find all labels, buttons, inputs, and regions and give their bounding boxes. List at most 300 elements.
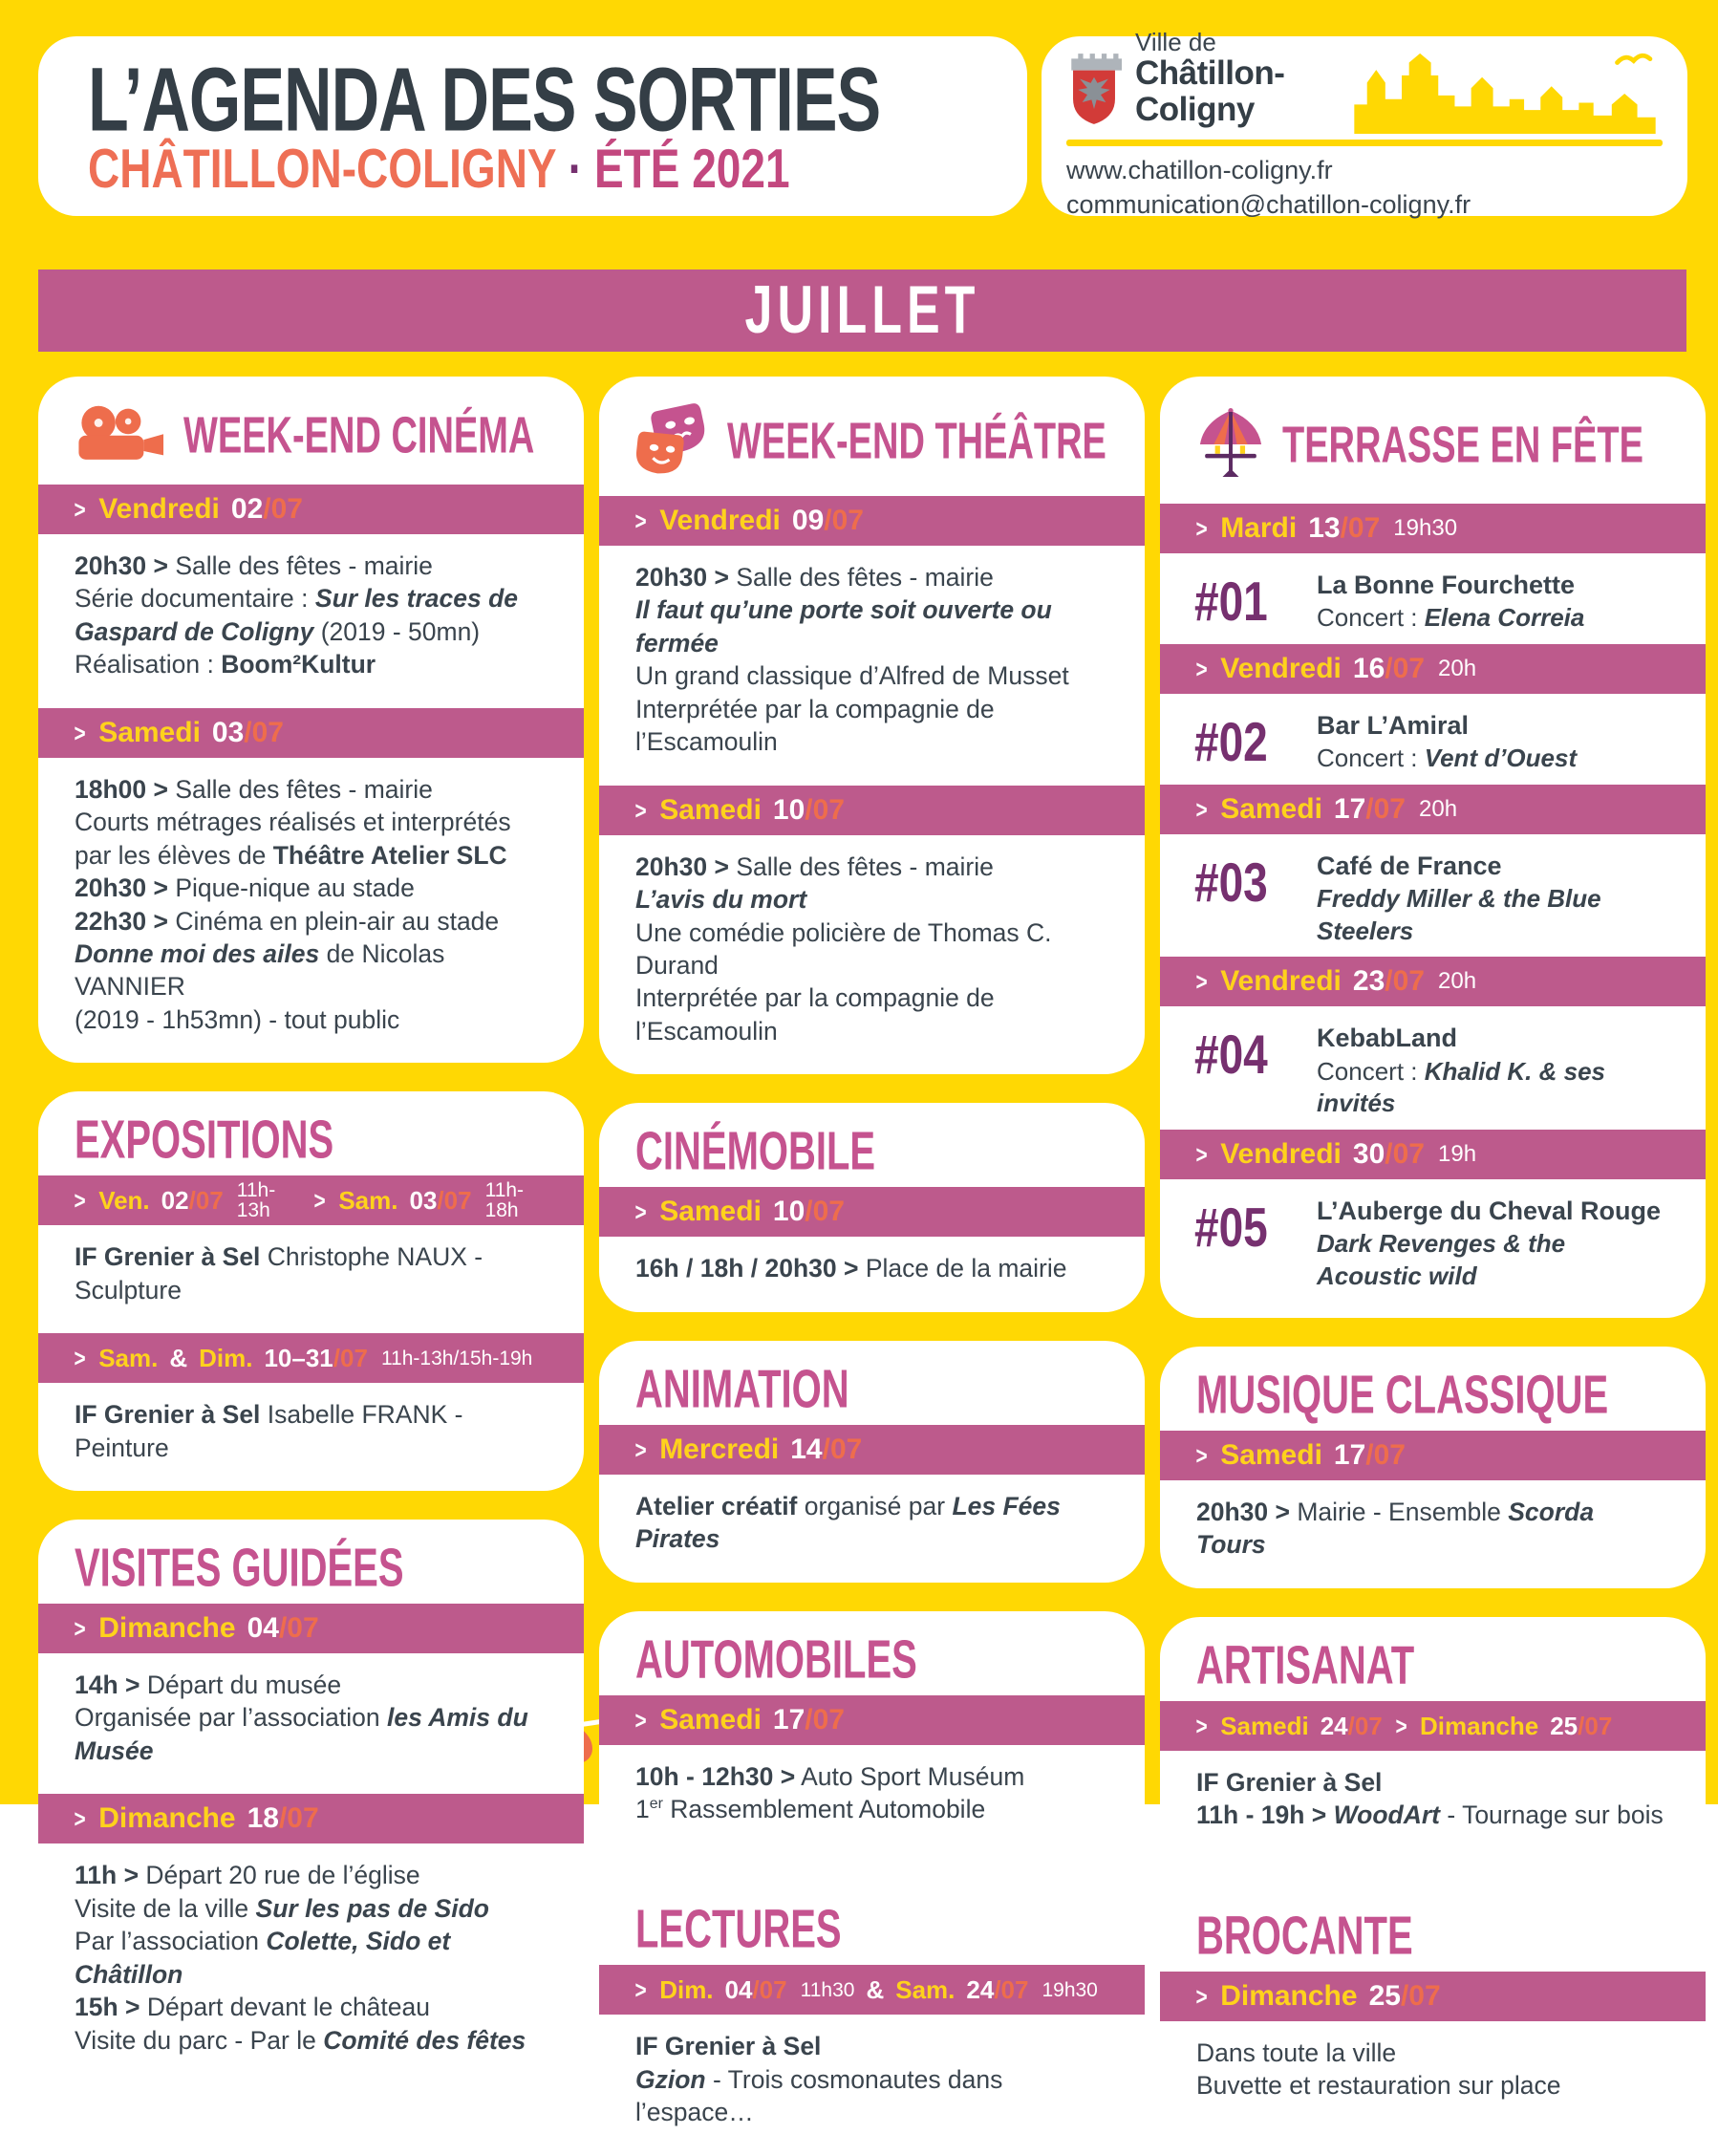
card-header (599, 1341, 1145, 1425)
bar-daynum: 16 (1352, 652, 1385, 684)
chevron-icon: > (74, 1804, 86, 1834)
bar-month: /07 (1340, 512, 1381, 544)
card-weekend-cinema (38, 377, 584, 1063)
bar-month: /07 (1578, 1711, 1613, 1740)
bar-day: Dimanche (1220, 1979, 1358, 2012)
artist-name: Dark Revenges & the Acoustic wild (1317, 1229, 1566, 1291)
event-line (635, 916, 1108, 982)
entry-number: #03 (1194, 851, 1268, 914)
text-seg: Interprétée par la compagnie de l’Escamoulin (635, 983, 995, 1046)
text-seg: Visite de la ville (75, 1893, 256, 1923)
text-seg: 1 (635, 1795, 650, 1823)
card-header (599, 377, 1145, 496)
date-bar (599, 1187, 1145, 1237)
email-address: communication@chatillon-coligny.fr (1066, 189, 1471, 219)
card-title: ARTISANAT (1196, 1635, 1415, 1695)
bar-month: /07 (1400, 1979, 1441, 2012)
bar-time: 11h-18h (484, 1179, 525, 1222)
artist-name: WoodArt (1333, 1800, 1440, 1830)
event-line (635, 1252, 1108, 1284)
bar-day: Samedi (659, 1196, 762, 1228)
logo-row (1066, 28, 1663, 134)
event-line (635, 693, 1108, 759)
bar-time: 19h (1438, 1141, 1477, 1168)
bar-month: /07 (278, 1612, 319, 1644)
card-header (1160, 1617, 1706, 1701)
event-line (75, 1892, 548, 1925)
concert-entry (1160, 1179, 1706, 1318)
bar-day: Ven. (98, 1186, 150, 1216)
bar-time: 20h (1419, 795, 1458, 822)
text-seg: Cinéma en plein-air au stade (167, 906, 500, 936)
card-header (38, 377, 584, 485)
concert-entry (1160, 834, 1706, 958)
bar-daynum: 23 (1352, 965, 1385, 998)
chevron-icon: > (74, 495, 86, 524)
card-header (1160, 1347, 1706, 1431)
coat-of-arms-icon (1066, 49, 1122, 134)
event-details (1160, 2021, 1706, 2129)
event-line (75, 1991, 548, 2023)
bar-day: Sam. (338, 1186, 398, 1216)
text-seg: - Trois cosmonautes dans l’espace… (635, 2064, 1003, 2127)
chevron-icon: > (634, 1434, 647, 1464)
chevron-icon: > (634, 1197, 647, 1227)
text-seg: Place de la mairie (858, 1254, 1067, 1283)
time: 22h30 > (75, 906, 168, 936)
card-header (1160, 1887, 1706, 1972)
text-seg: Un grand classique d’Alfred de Musset (635, 661, 1069, 691)
venue: IF Grenier à Sel (1196, 1767, 1383, 1797)
entry-number: #05 (1194, 1196, 1268, 1259)
bar-month: /07 (805, 1196, 845, 1228)
film-projector-icon (75, 403, 166, 471)
bar-day: Vendredi (1220, 652, 1342, 684)
time: 15h > (75, 1993, 140, 2022)
text-seg: Donne moi des ailes (75, 938, 320, 968)
event-line (1196, 1799, 1669, 1831)
artist-name: Freddy Miller & the Blue Steelers (1317, 883, 1601, 945)
bar-time: 11h-13h/15h-19h (380, 1347, 533, 1369)
town-skyline-icon (1347, 52, 1663, 134)
date-bar (1160, 785, 1706, 834)
bar-day: Mardi (1220, 512, 1298, 544)
event-line (75, 1669, 548, 1701)
bar-month: /07 (437, 1186, 472, 1216)
bar-time: 19h30 (1393, 515, 1458, 541)
text-seg: Rassemblement Automobile (662, 1795, 986, 1823)
card-header (599, 1611, 1145, 1695)
time: 20h30 > (75, 551, 168, 580)
event-details (599, 546, 1145, 786)
text-seg: Comité des fêtes (323, 2025, 526, 2055)
bar-day: Vendredi (98, 493, 220, 525)
bar-daynum: 25 (1368, 1979, 1401, 2012)
poster-title-row (88, 49, 1000, 150)
chevron-icon: > (1195, 1981, 1208, 2011)
play-title: Il faut qu’une porte soit ouverte ou fermée (635, 595, 1052, 658)
play-title: L’avis du mort (635, 885, 807, 915)
card-cinemobile (599, 1103, 1145, 1311)
event-details (38, 534, 584, 708)
event-line (75, 839, 548, 872)
text-seg: Pique-nique au stade (167, 873, 415, 903)
bar-day: Samedi (1220, 1711, 1309, 1740)
text-seg: Départ devant le château (140, 1993, 430, 2022)
event-details (599, 1745, 1145, 1853)
bar-daynum: 24 (1320, 1711, 1348, 1740)
chevron-icon: > (1195, 514, 1208, 543)
concert-info (1317, 602, 1584, 635)
month-name: JUILLET (744, 272, 980, 349)
time: 20h30 > (635, 563, 729, 592)
poster-title: L’AGENDA DES SORTIES (88, 49, 881, 150)
event-line (75, 905, 548, 938)
bar-daynum: 03 (211, 716, 245, 748)
text-seg: Départ 20 rue de l’église (139, 1861, 420, 1890)
text-seg: les Amis du Musée (75, 1703, 528, 1765)
text-seg: Par l’association (75, 1927, 267, 1956)
date-bar (1160, 1972, 1706, 2021)
event-details (599, 835, 1145, 1075)
logo-line2: Châtillon-Coligny (1135, 54, 1285, 129)
card-header (38, 1091, 584, 1175)
bar-daynum: 10 (772, 1196, 805, 1228)
bar-day: Vendredi (659, 505, 781, 536)
header-logo-box (1042, 28, 1687, 219)
concert-info (1317, 1056, 1671, 1121)
event-details (599, 1475, 1145, 1583)
concert-info (1317, 1228, 1671, 1293)
yellow-divider (1066, 140, 1663, 146)
bar-month: /07 (1365, 1438, 1406, 1471)
entry-number: #02 (1194, 710, 1268, 773)
text-seg: Départ du musée (140, 1671, 342, 1699)
chevron-icon: > (634, 1975, 647, 2005)
entry-number: #04 (1194, 1023, 1268, 1086)
card-lectures (599, 1881, 1145, 2155)
time: 20h30 > (635, 852, 729, 881)
text-seg: Mairie - Ensemble (1289, 1497, 1509, 1526)
bar-time: 19h30 (1042, 1978, 1098, 2001)
card-title: MUSIQUE CLASSIQUE (1196, 1365, 1609, 1426)
text-seg: Courts métrages réalisés et interprétés (75, 808, 511, 837)
event-line (75, 1398, 548, 1464)
text-seg: Salle des fêtes - mairie (728, 852, 994, 881)
event-details (38, 1225, 584, 1333)
concert-entry (1160, 1006, 1706, 1130)
bar-daynum: 04 (724, 1975, 753, 2005)
date-bar (38, 1604, 584, 1653)
bar-day: Sam. (98, 1344, 159, 1373)
poster-subtitle-row (88, 137, 1000, 200)
city-name: CHÂTILLON-COLIGNY (88, 137, 557, 200)
date-bar (38, 708, 584, 758)
card-automobiles (599, 1611, 1145, 1853)
date-bar (1160, 644, 1706, 694)
event-details (599, 2015, 1145, 2155)
event-line (1196, 2069, 1669, 2102)
date-bar (1160, 1130, 1706, 1179)
text-seg: Visite du parc - Par le (75, 2025, 324, 2055)
card-title: WEEK-END CINÉMA (183, 407, 535, 465)
event-line (635, 593, 1108, 659)
text-seg: Sur les traces de (314, 584, 519, 614)
bar-month: /07 (822, 1433, 863, 1465)
bar-daynum: 13 (1308, 512, 1341, 544)
chevron-icon: > (1195, 1440, 1208, 1470)
time: 10h - 12h30 > (635, 1761, 796, 1791)
artist-name: Vent d’Ouest (1424, 743, 1578, 772)
bar-month: /07 (752, 1975, 787, 2005)
chevron-icon: > (1195, 1711, 1208, 1740)
chevron-icon: > (74, 1614, 86, 1643)
date-bar (38, 1333, 584, 1383)
date-bar (1160, 957, 1706, 1006)
card-header (599, 1881, 1145, 1965)
event-details (38, 1843, 584, 2083)
text-seg: organisé par (797, 1491, 953, 1520)
text-seg: Série documentaire : (75, 584, 315, 614)
event-details (38, 1383, 584, 1491)
artist-name: Khalid K. & ses invités (1317, 1056, 1605, 1118)
event-line (75, 872, 548, 904)
event-line (635, 1760, 1108, 1793)
chevron-icon: > (74, 1186, 86, 1216)
card-title: LECTURES (635, 1900, 842, 1960)
bar-day: Vendredi (1220, 1138, 1342, 1171)
theatre-masks-icon (635, 403, 710, 483)
ampersand: & (169, 1344, 188, 1373)
text-seg: Buvette et restauration sur place (1196, 2071, 1561, 2101)
event-line (75, 1003, 548, 1036)
card-terrasse-en-fete (1160, 377, 1706, 1318)
text-seg: Gaspard de Coligny (75, 616, 314, 646)
event-line (75, 773, 548, 806)
card-artisanat (1160, 1617, 1706, 1859)
event-line (635, 2030, 1108, 2062)
website-url: www.chatillon-coligny.fr (1066, 156, 1333, 184)
text-seg: par les élèves de (75, 840, 273, 870)
text-seg: Interprétée par la compagnie de l’Escamoulin (635, 694, 995, 757)
event-details (38, 758, 584, 1064)
text-seg: Christophe NAUX - Sculpture (75, 1242, 483, 1304)
chevron-icon: > (634, 795, 647, 825)
entry-text (1317, 709, 1577, 775)
bar-time: 20h (1438, 968, 1477, 995)
date-bar (1160, 1701, 1706, 1751)
event-line (1196, 2037, 1669, 2069)
card-title: TERRASSE EN FÊTE (1282, 417, 1643, 475)
text-seg: Colette, Sido et Châtillon (75, 1927, 451, 1989)
artist-name: Scorda Tours (1196, 1497, 1595, 1560)
artist-name: Elena Correia (1424, 603, 1585, 633)
card-title: BROCANTE (1196, 1906, 1413, 1966)
chevron-icon: > (634, 507, 647, 535)
bar-daynum: 25 (1550, 1711, 1578, 1740)
event-line (75, 582, 548, 614)
bar-day: Samedi (1220, 1438, 1322, 1471)
entry-text (1317, 1022, 1671, 1120)
time: 11h > (75, 1861, 140, 1890)
venue-name: KebabLand (1317, 1024, 1458, 1053)
text-seg: Salle des fêtes - mairie (167, 551, 433, 580)
card-expositions (38, 1091, 584, 1491)
chevron-icon: > (1195, 967, 1208, 997)
event-details (1160, 1751, 1706, 1859)
venue: IF Grenier à Sel (75, 1400, 261, 1430)
column-3 (1160, 377, 1706, 2156)
event-line (635, 561, 1108, 593)
column-1 (38, 377, 584, 2156)
bar-day: Samedi (98, 716, 201, 748)
bar-daynum: 24 (966, 1975, 995, 2005)
bar-daynum: 30 (1352, 1138, 1385, 1171)
text-seg: Théâtre Atelier SLC (272, 840, 507, 870)
concert-info (1317, 743, 1577, 775)
time: 20h30 > (1196, 1497, 1290, 1526)
date-bar (599, 786, 1145, 835)
bar-daynum: 14 (790, 1433, 823, 1465)
logo-line1: Ville de (1135, 28, 1216, 57)
venue: IF Grenier à Sel (635, 2032, 822, 2061)
card-title: CINÉMOBILE (635, 1122, 876, 1182)
bar-month: /07 (805, 1703, 845, 1736)
bar-month: /07 (244, 716, 284, 748)
event-line (75, 938, 548, 1003)
bar-month: /07 (333, 1344, 368, 1373)
text-seg: Sur les pas de Sido (255, 1893, 489, 1923)
entry-text (1317, 850, 1671, 948)
chevron-icon: > (74, 1344, 86, 1373)
text-seg: Réalisation : (75, 650, 222, 679)
text-seg: Une comédie policière de Thomas C. Durand (635, 917, 1052, 980)
date-bar (38, 1175, 584, 1225)
entry-text (1317, 569, 1584, 635)
event-line (635, 981, 1108, 1047)
text-seg: Dans toute la ville (1196, 2037, 1397, 2067)
bar-month: /07 (1385, 965, 1425, 998)
concert-entry (1160, 553, 1706, 644)
bar-daynum: 10–31 (264, 1344, 333, 1373)
event-line (1196, 1766, 1669, 1799)
date-bar (599, 1965, 1145, 2015)
entry-number: #01 (1194, 570, 1268, 633)
season-label: ÉTÉ 2021 (593, 137, 790, 200)
bar-day: Mercredi (659, 1433, 780, 1465)
bar-daynum: 03 (409, 1186, 438, 1216)
date-bar (599, 496, 1145, 546)
card-title: ANIMATION (635, 1359, 849, 1419)
card-weekend-theatre (599, 377, 1145, 1074)
event-line (1196, 1496, 1669, 1562)
cards-grid (38, 377, 1686, 2156)
bar-time: 20h (1438, 655, 1477, 681)
chevron-icon: > (313, 1186, 326, 1216)
chevron-icon: > (1195, 654, 1208, 683)
bar-month: /07 (1385, 652, 1425, 684)
bar-day: Samedi (1220, 792, 1322, 825)
chevron-icon: > (1195, 794, 1208, 824)
event-line (75, 648, 548, 680)
event-line (75, 615, 548, 648)
ampersand: & (866, 1975, 885, 2005)
bar-day: Vendredi (1220, 965, 1342, 998)
venue-name: Café de France (1317, 851, 1502, 880)
text-seg: Organisée par l’association (75, 1703, 388, 1733)
bar-month: /07 (263, 493, 303, 525)
text-seg: Concert : (1317, 1056, 1425, 1086)
concert-info (1317, 883, 1671, 948)
venue-name: La Bonne Fourchette (1317, 571, 1576, 599)
event-line (75, 1240, 548, 1306)
time: 16h / 18h / 20h30 > (635, 1254, 859, 1283)
text-seg: Concert : (1317, 743, 1425, 772)
bar-daynum: 17 (772, 1703, 805, 1736)
card-header (1160, 377, 1706, 504)
card-animation (599, 1341, 1145, 1583)
event-details (1160, 1480, 1706, 1588)
card-brocante (1160, 1887, 1706, 2129)
bar-month: /07 (1385, 1138, 1425, 1171)
event-line (75, 1925, 548, 1991)
event-line (75, 806, 548, 838)
parasol-table-icon (1196, 403, 1265, 490)
bar-time: 11h30 (800, 1978, 855, 2001)
event-line (635, 883, 1108, 916)
card-title: EXPOSITIONS (75, 1110, 334, 1171)
dot-separator: · (568, 137, 583, 200)
header-title-box (38, 36, 1027, 216)
text-seg: Concert : (1317, 603, 1425, 633)
chevron-icon: > (634, 1705, 647, 1735)
event-line (75, 1859, 548, 1891)
date-bar (1160, 504, 1706, 553)
text-seg: de Nicolas VANNIER (75, 938, 445, 1002)
text-seg: Atelier créatif (635, 1491, 798, 1520)
bar-month: /07 (1347, 1711, 1383, 1740)
column-2 (599, 377, 1145, 2156)
text-seg: Boom²Kultur (221, 650, 376, 679)
bar-day: Dim. (659, 1975, 714, 2005)
bar-day: Dim. (199, 1344, 253, 1373)
time: 14h > (75, 1671, 140, 1699)
text-seg: Gzion (635, 2064, 706, 2094)
event-line (75, 550, 548, 582)
card-header (599, 1103, 1145, 1187)
bar-time: 11h-13h (236, 1179, 276, 1222)
date-bar (1160, 1431, 1706, 1480)
date-bar (38, 485, 584, 534)
venue-name: Bar L’Amiral (1317, 710, 1470, 740)
event-details (599, 1237, 1145, 1311)
chevron-icon: > (74, 718, 86, 747)
text-seg: - Tournage sur bois (1440, 1800, 1664, 1830)
time: 18h00 > (75, 774, 168, 804)
venue: IF Grenier à Sel (75, 1242, 261, 1272)
card-musique-classique (1160, 1347, 1706, 1588)
bar-day: Dimanche (98, 1612, 236, 1644)
ordinal-suffix: er (649, 1796, 663, 1813)
chevron-icon: > (1395, 1711, 1407, 1740)
bar-day: Dimanche (1419, 1711, 1539, 1740)
event-line (635, 1793, 1108, 1825)
date-bar (38, 1794, 584, 1843)
text-seg: Auto Sport Muséum (795, 1761, 1025, 1791)
event-line (635, 659, 1108, 692)
text-seg: Isabelle FRANK - Peinture (75, 1400, 463, 1462)
bar-day: Samedi (659, 1703, 762, 1736)
